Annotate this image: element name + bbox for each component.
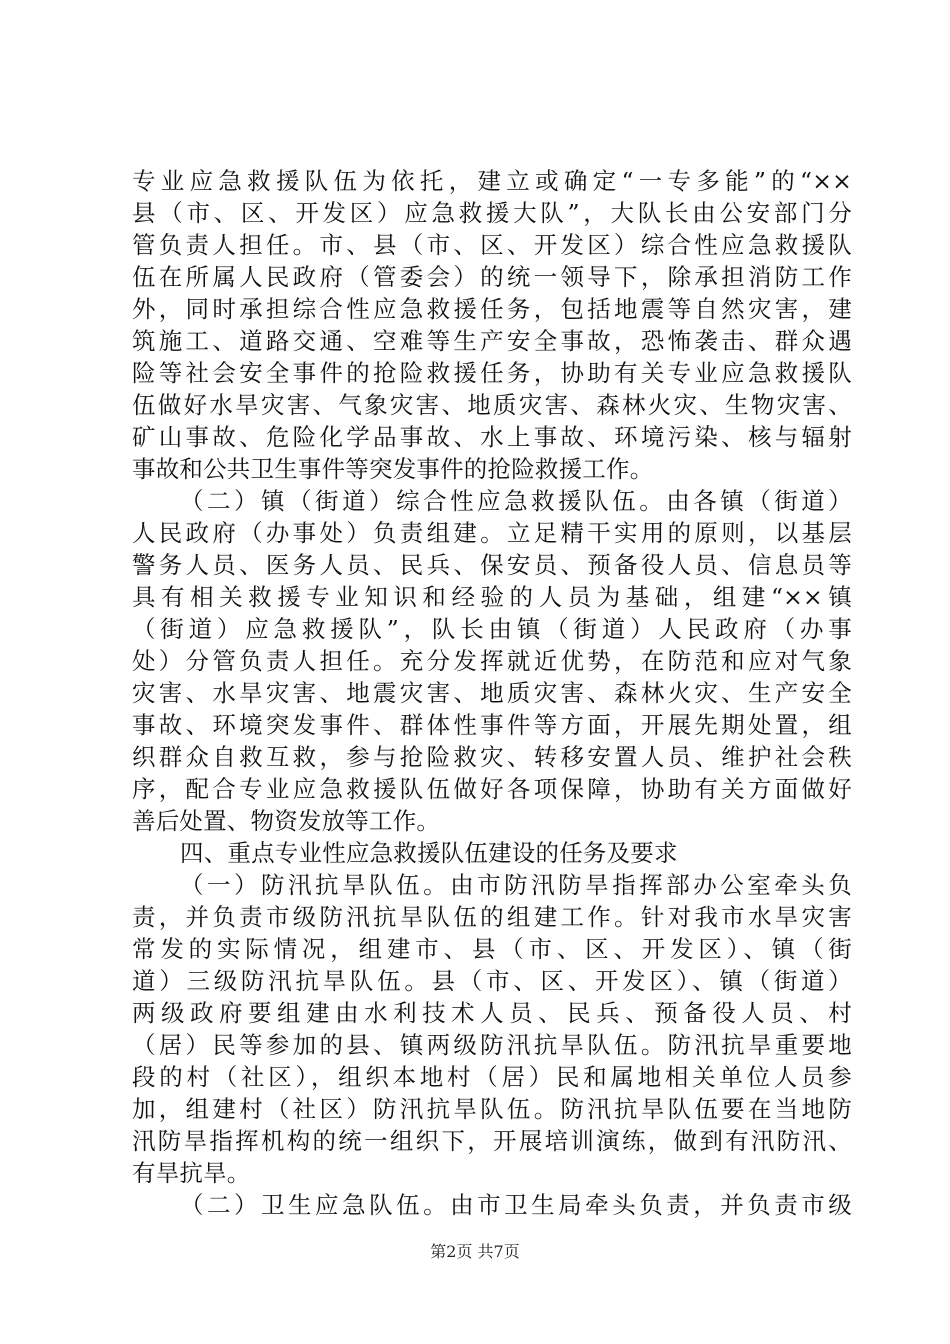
document-body [132, 165, 852, 1221]
text-line: 伍做好水旱灾害、气象灾害、地质灾害、森林火灾、生物灾害、 [132, 391, 852, 419]
text-line: 有旱抗旱。 [132, 1159, 251, 1187]
paragraph-start-line: （二）镇（街道）综合性应急救援队伍。由各镇（街道） [180, 487, 852, 515]
text-line: 织群众自救互救，参与抢险救灾、转移安置人员、维护社会秩 [132, 743, 852, 771]
text-line: （街道）应急救援队”，队长由镇（街道）人民政府（办事 [132, 615, 852, 643]
text-line: 责，并负责市级防汛抗旱队伍的组建工作。针对我市水旱灾害 [132, 903, 852, 931]
text-line: 矿山事故、危险化学品事故、水上事故、环境污染、核与辐射 [132, 423, 852, 451]
text-line: 外，同时承担综合性应急救援任务，包括地震等自然灾害，建 [132, 295, 852, 323]
text-line: 事故、环境突发事件、群体性事件等方面，开展先期处置，组 [132, 711, 852, 739]
text-line: 警务人员、医务人员、民兵、保安员、预备役人员、信息员等 [132, 551, 852, 579]
text-line: 管负责人担任。市、县（市、区、开发区）综合性应急救援队 [132, 231, 852, 259]
text-line: 具有相关救援专业知识和经验的人员为基础，组建“××镇 [132, 583, 852, 611]
text-line: 险等社会安全事件的抢险救援任务，协助有关专业应急救援队 [132, 359, 852, 387]
text-line: 处）分管负责人担任。充分发挥就近优势，在防范和应对气象 [132, 647, 852, 675]
text-line: 善后处置、物资发放等工作。 [132, 807, 441, 835]
text-line: 事故和公共卫生事件等突发事件的抢险救援工作。 [132, 455, 654, 483]
text-line: 灾害、水旱灾害、地震灾害、地质灾害、森林火灾、生产安全 [132, 679, 852, 707]
section-heading: 四、重点专业性应急救援队伍建设的任务及要求 [180, 839, 678, 867]
paragraph-start-line: （一）防汛抗旱队伍。由市防汛防旱指挥部办公室牵头负 [180, 871, 852, 899]
paragraph-start-line: （二）卫生应急队伍。由市卫生局牵头负责，并负责市级 [180, 1191, 852, 1219]
text-line: 筑施工、道路交通、空难等生产安全事故，恐怖袭击、群众遇 [132, 327, 852, 355]
text-line: 道）三级防汛抗旱队伍。县（市、区、开发区）、镇（街道） [132, 967, 852, 995]
text-line: 加，组建村（社区）防汛抗旱队伍。防汛抗旱队伍要在当地防 [132, 1095, 852, 1123]
text-line: 两级政府要组建由水利技术人员、民兵、预备役人员、村 [132, 999, 852, 1027]
text-line: 县（市、区、开发区）应急救援大队”，大队长由公安部门分 [132, 199, 852, 227]
text-line: 伍在所属人民政府（管委会）的统一领导下，除承担消防工作 [132, 263, 852, 291]
text-line: 人民政府（办事处）负责组建。立足精干实用的原则，以基层 [132, 519, 852, 547]
text-line: 序，配合专业应急救援队伍做好各项保障，协助有关方面做好 [132, 775, 852, 803]
text-line: （居）民等参加的县、镇两级防汛抗旱队伍。防汛抗旱重要地 [132, 1031, 852, 1059]
page-number-footer: 第2页 共7页 [430, 1242, 520, 1261]
text-line: 汛防旱指挥机构的统一组织下，开展培训演练，做到有汛防汛、 [132, 1127, 852, 1155]
text-line: 专业应急救援队伍为依托，建立或确定“一专多能”的“×× [132, 167, 852, 195]
text-line: 常发的实际情况，组建市、县（市、区、开发区）、镇（街 [132, 935, 852, 963]
text-line: 段的村（社区），组织本地村（居）民和属地相关单位人员参 [132, 1063, 852, 1091]
